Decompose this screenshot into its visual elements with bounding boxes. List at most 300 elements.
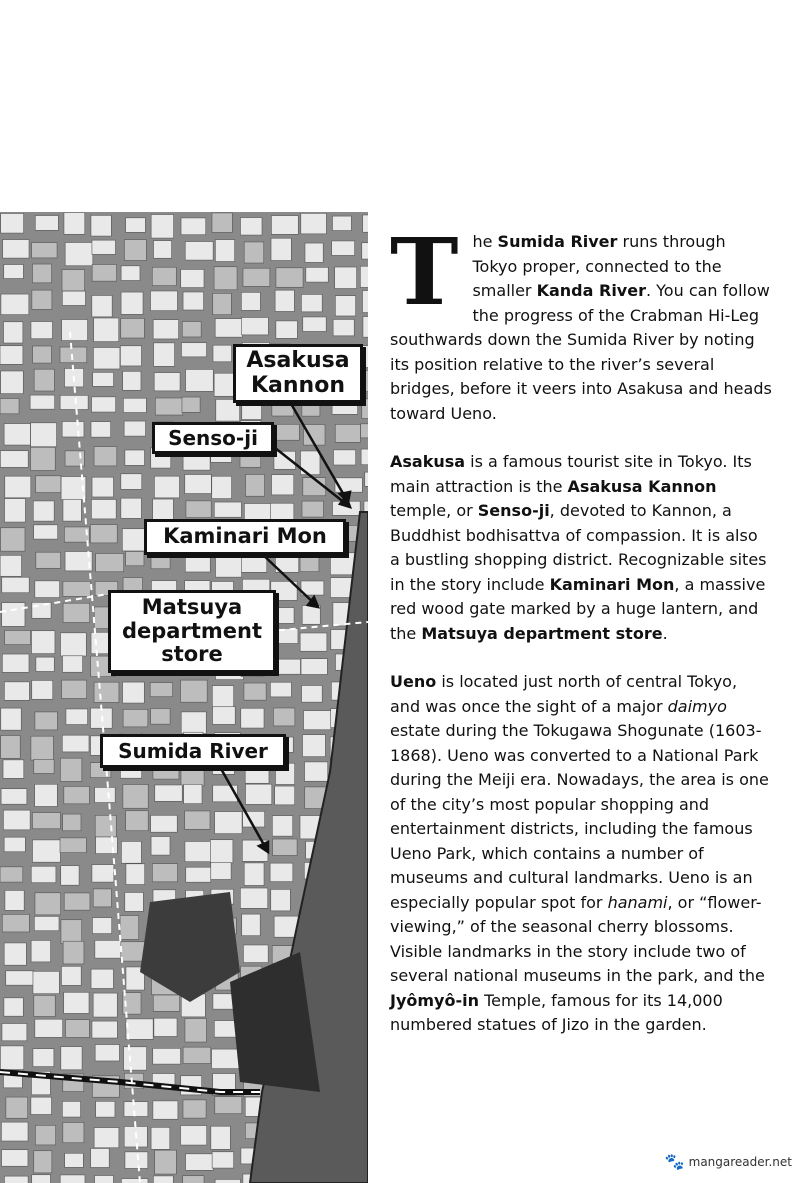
map-block: [36, 657, 54, 671]
map-block: [63, 499, 81, 521]
map-block: [155, 398, 182, 415]
map-block: [154, 476, 179, 498]
map-block: [0, 398, 19, 413]
map-block: [32, 813, 60, 829]
map-block: [92, 295, 112, 316]
map-block: [64, 786, 90, 803]
map-block: [0, 867, 23, 882]
map-block: [212, 1152, 233, 1168]
map-block: [153, 1048, 181, 1064]
term-sumida-river: Sumida River: [497, 232, 618, 251]
map-block: [36, 476, 61, 493]
map-block: [95, 787, 116, 802]
map-block: [34, 525, 58, 539]
map-block: [32, 243, 57, 258]
map-block: [276, 268, 303, 287]
map-block: [35, 712, 57, 730]
map-block: [0, 1046, 23, 1070]
map-block: [244, 863, 264, 886]
term-kanda-river: Kanda River: [536, 281, 646, 300]
map-block: [92, 918, 111, 934]
map-block: [0, 555, 21, 576]
paragraph-asakusa: [390, 450, 772, 646]
map-block: [3, 240, 29, 259]
map-block: [91, 215, 111, 236]
map-block: [215, 240, 234, 262]
map-block: [91, 1148, 110, 1167]
map-block: [65, 242, 93, 265]
map-block: [0, 451, 28, 468]
watermark: [665, 1152, 792, 1171]
map-block: [240, 218, 262, 236]
map-block: [2, 603, 25, 627]
map-block: [0, 346, 23, 365]
map-block: [301, 659, 327, 675]
drop-cap: T: [390, 218, 459, 326]
map-block: [64, 212, 85, 234]
map-block: [4, 322, 23, 343]
map-block: [2, 577, 29, 593]
map-block: [62, 680, 87, 698]
map-block: [212, 476, 232, 498]
map-block: [31, 1097, 52, 1114]
map-block: [32, 290, 52, 309]
map-block: [123, 398, 146, 412]
callout-sumida-river-line-1: Sumida River: [118, 739, 268, 763]
callout-kaminari-mon: [144, 519, 346, 555]
map-block: [215, 812, 242, 834]
map-block: [183, 1176, 204, 1183]
map-block: [62, 1101, 80, 1117]
map-block: [181, 269, 204, 287]
map-block: [1, 528, 25, 551]
map-block: [31, 423, 57, 447]
map-block: [183, 1100, 206, 1118]
text-run: . You can follow the progress of the Crabman Hi-Leg southwards down the Sumida River by noting its position relative to the river’s several bridges, before it veers into Asakusa and heads toward Ueno.: [390, 281, 772, 423]
map-block: [153, 995, 179, 1011]
map-block: [2, 1150, 28, 1167]
map-block: [215, 319, 242, 337]
map-block: [1, 708, 21, 730]
map-block: [246, 474, 265, 496]
map-block: [35, 581, 60, 598]
map-block: [305, 243, 323, 262]
asakusa-ueno-map: [0, 212, 368, 1183]
map-block: [4, 424, 30, 445]
map-block: [276, 321, 298, 338]
map-block: [3, 760, 24, 778]
map-block: [66, 709, 88, 725]
map-block: [31, 322, 53, 339]
map-block: [6, 1097, 28, 1118]
map-block: [95, 1176, 114, 1183]
raccoon-logo-icon: 🐾: [664, 1152, 685, 1171]
map-block: [271, 216, 298, 235]
map-block: [6, 971, 34, 985]
map-block: [120, 916, 139, 940]
map-block: [215, 1179, 240, 1183]
map-block: [63, 941, 84, 964]
map-block: [216, 556, 242, 577]
map-block: [301, 294, 322, 311]
map-block: [212, 1049, 240, 1069]
map-block: [92, 264, 116, 281]
map-block: [121, 474, 142, 490]
map-block: [63, 814, 81, 831]
callout-kaminari-mon-line-1: Kaminari Mon: [163, 524, 327, 548]
map-block: [31, 631, 54, 654]
map-block: [62, 320, 88, 341]
map-block: [151, 815, 178, 832]
map-block: [61, 633, 87, 656]
map-block: [30, 395, 55, 409]
map-block: [91, 969, 113, 988]
map-block: [155, 1150, 177, 1174]
map-block: [186, 369, 214, 391]
map-block: [92, 397, 116, 412]
map-block: [151, 1127, 170, 1149]
map-block: [93, 347, 119, 369]
map-block: [32, 840, 60, 862]
map-block: [241, 292, 260, 310]
map-block: [32, 680, 53, 699]
map-block: [4, 265, 24, 279]
map-block: [63, 581, 91, 596]
map-block: [272, 475, 294, 495]
map-block: [360, 266, 368, 287]
map-block: [93, 889, 111, 907]
text-run: , devoted to Kannon, a Buddhist bodhisattva of compassion. It is also a bustling shopping district. Recognizable sites in the story include: [390, 501, 767, 594]
map-block: [4, 837, 25, 852]
map-block: [332, 241, 355, 256]
map-block: [151, 555, 170, 569]
map-block: [335, 296, 355, 316]
map-block: [34, 759, 54, 773]
map-block: [4, 682, 29, 700]
map-block: [125, 1152, 148, 1169]
map-block: [64, 527, 89, 542]
map-block: [95, 1045, 119, 1061]
term-kaminari-mon: Kaminari Mon: [549, 574, 675, 594]
map-block: [152, 267, 176, 285]
map-block: [32, 264, 51, 283]
map-block: [335, 424, 360, 442]
map-block: [333, 450, 355, 465]
map-block: [214, 502, 241, 517]
map-block: [275, 290, 294, 311]
article-text: [390, 218, 772, 1062]
map-block: [36, 552, 61, 568]
map-block: [363, 317, 368, 338]
map-block: [121, 841, 141, 863]
map-block: [60, 1175, 85, 1183]
map-block: [181, 1126, 207, 1146]
text-run: temple, or: [390, 501, 478, 520]
map-block: [124, 421, 145, 436]
callout-matsuya: [108, 590, 276, 673]
map-block: [241, 317, 268, 334]
map-block: [92, 240, 116, 254]
map-block: [62, 422, 84, 437]
map-block: [273, 839, 298, 855]
text-run: he: [472, 232, 498, 251]
map-block: [94, 1128, 119, 1148]
map-block: [35, 1125, 55, 1145]
map-block: [35, 784, 58, 806]
map-block: [243, 268, 270, 286]
map-block: [93, 993, 117, 1017]
map-block: [243, 945, 268, 963]
map-block: [181, 343, 206, 357]
map-block: [210, 840, 233, 863]
map-block: [1, 789, 27, 804]
map-block: [181, 712, 206, 734]
paragraph-ueno: [390, 670, 772, 1038]
map-block: [213, 345, 232, 362]
map-block: [5, 476, 31, 498]
map-block: [2, 1024, 27, 1041]
map-block: [93, 372, 114, 386]
map-block: [64, 893, 90, 910]
callout-asakusa-kannon-line-2: Kannon: [251, 372, 345, 398]
map-block: [276, 659, 301, 674]
text-run: is a famous tourist site in Tokyo. Its main attraction is the: [390, 452, 752, 496]
map-block: [125, 450, 145, 465]
map-block: [121, 266, 140, 281]
map-block: [241, 708, 264, 728]
map-block: [185, 242, 213, 261]
map-block: [124, 1047, 147, 1070]
map-block: [185, 811, 210, 829]
text-run: , or “flower-viewing,” of the seasonal cherry blossoms. Visible landmarks in the story include two of several national museums in the park, and the: [390, 892, 765, 985]
map-block: [305, 762, 328, 781]
map-block: [31, 447, 56, 470]
text-run: Temple, famous for its 14,000 numbered statues of Jizo in the garden.: [390, 990, 723, 1034]
map-block: [33, 501, 54, 521]
map-block: [186, 501, 211, 518]
map-block: [365, 472, 368, 486]
map-block: [186, 867, 211, 882]
map-block: [121, 1179, 148, 1183]
callout-matsuya-line-2: department: [122, 618, 262, 643]
map-block: [60, 395, 88, 409]
map-block: [185, 1018, 207, 1042]
map-block: [306, 267, 328, 282]
term-jyomyo-in: Jyômyô-in: [390, 990, 479, 1010]
map-block: [304, 711, 331, 730]
watermark-text: mangareader.net: [688, 1154, 792, 1169]
map-block: [275, 424, 300, 440]
text-run: .: [662, 623, 668, 643]
map-block: [126, 551, 144, 565]
map-block: [300, 633, 327, 651]
map-block: [154, 373, 180, 391]
map-block: [5, 499, 26, 523]
callout-asakusa-kannon: [233, 344, 363, 403]
map-block: [185, 554, 210, 572]
map-block: [275, 608, 294, 624]
map-block: [35, 1019, 63, 1037]
map-block: [35, 216, 58, 231]
map-block: [185, 841, 211, 861]
map-block: [61, 966, 81, 985]
map-block: [240, 888, 267, 908]
map-block: [154, 241, 172, 259]
map-block: [361, 424, 368, 438]
map-block: [65, 1153, 84, 1167]
map-block: [126, 811, 149, 831]
map-block: [125, 892, 144, 911]
map-block: [123, 682, 145, 703]
map-block: [120, 346, 141, 366]
callout-senso-ji: [152, 422, 274, 454]
map-block: [4, 998, 23, 1016]
map-block: [63, 603, 90, 622]
map-block: [32, 1175, 51, 1183]
map-block: [121, 292, 143, 314]
map-block: [155, 785, 182, 801]
map-block: [302, 501, 324, 517]
term-matsuya: Matsuya department store: [421, 623, 663, 643]
map-block: [212, 213, 232, 232]
map-block: [62, 291, 85, 305]
map-block: [151, 215, 173, 239]
map-block: [302, 605, 320, 624]
map-block: [61, 920, 82, 944]
map-block: [151, 837, 170, 856]
map-block: [60, 758, 81, 781]
map-block: [362, 243, 368, 259]
map-block: [182, 397, 200, 412]
map-block: [185, 475, 212, 494]
map-block: [211, 862, 231, 879]
map-block: [270, 863, 293, 882]
map-block: [183, 292, 204, 310]
map-block: [2, 914, 29, 932]
map-block: [63, 1122, 84, 1142]
map-block: [335, 267, 357, 289]
map-block: [4, 943, 26, 965]
map-block: [271, 503, 294, 519]
map-block: [246, 784, 272, 804]
map-block: [212, 686, 233, 709]
map-block: [123, 784, 148, 808]
map-block: [270, 682, 291, 697]
map-block: [363, 215, 368, 232]
map-block: [5, 630, 31, 644]
map-block: [92, 477, 113, 497]
map-block: [33, 1049, 54, 1067]
map-block: [181, 680, 208, 702]
map-block: [332, 216, 351, 230]
map-block: [211, 1126, 230, 1149]
map-block: [275, 786, 295, 805]
map-block: [244, 242, 264, 263]
map-block: [215, 1097, 242, 1114]
map-block: [303, 735, 326, 757]
map-block: [1, 371, 24, 394]
map-block: [186, 1154, 214, 1170]
map-block: [271, 889, 291, 911]
map-block: [152, 864, 177, 882]
map-block: [31, 736, 53, 760]
map-block: [273, 708, 294, 726]
map-block: [121, 318, 145, 338]
map-block: [62, 735, 89, 752]
term-daimyo: daimyo: [667, 696, 727, 716]
map-block: [126, 1019, 153, 1039]
map-block: [153, 320, 178, 339]
map-block: [35, 893, 61, 915]
map-block: [244, 683, 266, 700]
paragraph-sumida-river: [390, 218, 772, 426]
map-block: [151, 291, 178, 311]
map-block: [90, 525, 117, 543]
callout-matsuya-line-1: Matsuya: [141, 595, 243, 619]
map-block: [272, 816, 292, 837]
map-block: [34, 1151, 52, 1173]
map-block: [361, 449, 368, 465]
map-block: [303, 317, 326, 332]
map-block: [1, 213, 24, 233]
map-block: [213, 707, 236, 725]
map-block: [121, 498, 142, 518]
map-block: [123, 371, 141, 390]
map-block: [91, 422, 111, 437]
map-block: [5, 890, 24, 910]
term-senso-ji: Senso-ji: [477, 501, 550, 520]
map-block: [64, 992, 89, 1013]
map-block: [31, 866, 56, 882]
map-block: [94, 447, 117, 466]
text-run: runs through Tokyo proper, connected to the smaller: [472, 232, 726, 300]
term-asakusa-kannon: Asakusa Kannon: [567, 476, 717, 496]
callout-matsuya-line-3: store: [161, 642, 223, 667]
map-block: [62, 270, 85, 291]
map-block: [126, 218, 146, 233]
map-block: [301, 213, 327, 234]
map-block: [31, 940, 50, 962]
map-block: [333, 319, 354, 335]
callout-senso-ji-line-1: Senso-ji: [168, 426, 258, 450]
map-block: [362, 291, 368, 313]
map-block: [60, 347, 87, 363]
term-asakusa: Asakusa: [390, 452, 466, 471]
map-block: [94, 682, 119, 702]
map-block: [95, 815, 116, 837]
map-block: [213, 293, 232, 314]
map-block: [1, 736, 20, 759]
map-block: [124, 240, 146, 261]
map-block: [94, 318, 119, 342]
map-block: [34, 916, 59, 930]
map-block: [96, 553, 124, 571]
map-block: [153, 1101, 178, 1119]
map-block: [33, 971, 59, 993]
text-run: is located just north of central Tokyo, and was once the sight of a major: [390, 672, 738, 716]
map-block: [63, 656, 83, 672]
map-block: [302, 685, 323, 702]
map-block: [92, 1021, 117, 1038]
map-block: [183, 1047, 211, 1063]
map-block: [2, 654, 29, 672]
map-block: [300, 553, 319, 571]
map-block: [34, 995, 55, 1016]
text-run: , a massive red wood gate marked by a huge lantern, and the: [390, 574, 766, 643]
map-block: [242, 914, 260, 936]
map-block: [154, 1018, 177, 1036]
map-block: [61, 866, 79, 886]
